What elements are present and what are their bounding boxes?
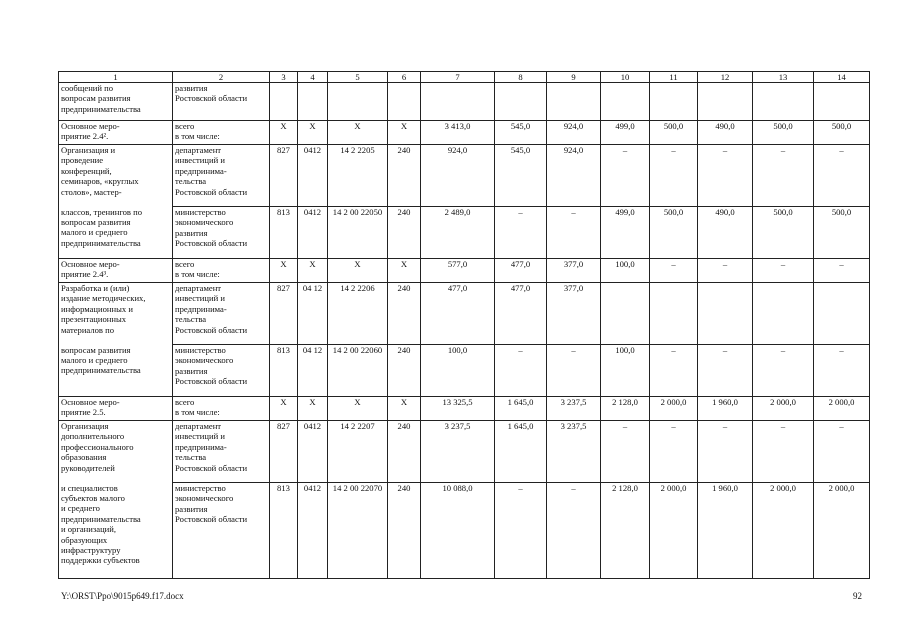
value-cell: – <box>814 259 870 283</box>
table-row <box>59 421 870 483</box>
activity-description-cell: вопросам развития малого и среднего предпринимательства <box>59 345 173 397</box>
value-cell: 14 2 00 22070 <box>328 483 388 579</box>
value-cell: 377,0 <box>547 259 601 283</box>
value-cell: 500,0 <box>753 207 814 259</box>
value-cell: – <box>547 483 601 579</box>
activity-description-cell: и специалистов субъектов малого и среднего предпринимательства и организаций, образующих инфраструктуру поддержки субъектов <box>59 483 173 579</box>
value-cell: 2 128,0 <box>601 397 650 421</box>
table-row <box>59 283 870 345</box>
executor-cell: всего в том числе: <box>173 397 270 421</box>
value-cell: 2 000,0 <box>650 397 698 421</box>
page-number: 92 <box>853 591 862 601</box>
executor-cell: министерство экономического развития Ростовской области <box>173 207 270 259</box>
executor-cell: министерство экономического развития Ростовской области <box>173 483 270 579</box>
value-cell: – <box>650 259 698 283</box>
value-cell: 14 2 00 22050 <box>328 207 388 259</box>
value-cell: 14 2 2205 <box>328 145 388 207</box>
value-cell: – <box>495 483 547 579</box>
value-cell: Х <box>298 121 328 145</box>
value-cell <box>698 283 753 345</box>
value-cell: 2 000,0 <box>650 483 698 579</box>
col-header: 2 <box>173 72 270 83</box>
value-cell: 490,0 <box>698 121 753 145</box>
value-cell: 813 <box>270 483 298 579</box>
value-cell: – <box>698 345 753 397</box>
table-row <box>59 83 870 121</box>
value-cell: 100,0 <box>421 345 495 397</box>
value-cell: 100,0 <box>601 345 650 397</box>
value-cell: 827 <box>270 145 298 207</box>
col-header: 9 <box>547 72 601 83</box>
value-cell: Х <box>298 259 328 283</box>
value-cell: – <box>601 421 650 483</box>
activity-title-cell: Основное меро- приятие 2.5. <box>59 397 173 421</box>
value-cell <box>753 283 814 345</box>
value-cell: – <box>650 345 698 397</box>
value-cell: – <box>698 421 753 483</box>
value-cell: 3 237,5 <box>547 397 601 421</box>
activity-title-cell: Основное меро- приятие 2.4². <box>59 121 173 145</box>
value-cell: 2 128,0 <box>601 483 650 579</box>
value-cell: – <box>753 259 814 283</box>
executor-cell: всего в том числе: <box>173 259 270 283</box>
value-cell: – <box>601 145 650 207</box>
col-header: 4 <box>298 72 328 83</box>
value-cell: Х <box>388 397 421 421</box>
value-cell: 577,0 <box>421 259 495 283</box>
col-header: 6 <box>388 72 421 83</box>
value-cell: 13 325,5 <box>421 397 495 421</box>
value-cell: 545,0 <box>495 145 547 207</box>
document-file-path: Y:\ORST\Ppo\9015p649.f17.docx <box>61 591 184 601</box>
col-header: 3 <box>270 72 298 83</box>
value-cell: Х <box>270 121 298 145</box>
value-cell: Х <box>270 397 298 421</box>
value-cell: 500,0 <box>814 121 870 145</box>
col-header: 8 <box>495 72 547 83</box>
activity-title-cell: Основное меро- приятие 2.4³. <box>59 259 173 283</box>
value-cell: 240 <box>388 283 421 345</box>
activity-description-cell: Организация и проведение конференций, семинаров, «круглых столов», мастер- <box>59 145 173 207</box>
value-cell: 477,0 <box>495 259 547 283</box>
value-cell: 477,0 <box>421 283 495 345</box>
value-cell: – <box>814 421 870 483</box>
value-cell: 2 000,0 <box>814 397 870 421</box>
value-cell: 827 <box>270 283 298 345</box>
value-cell: 813 <box>270 345 298 397</box>
value-cell: 500,0 <box>650 121 698 145</box>
executor-cell: министерство экономического развития Ростовской области <box>173 345 270 397</box>
value-cell: – <box>814 345 870 397</box>
value-cell: – <box>814 145 870 207</box>
value-cell: 499,0 <box>601 207 650 259</box>
executor-cell: департамент инвестиций и предпринима- тельства Ростовской области <box>173 145 270 207</box>
activity-description-cell: Разработка и (или) издание методических, информационных и презентационных материалов по <box>59 283 173 345</box>
value-cell: – <box>547 207 601 259</box>
col-header: 10 <box>601 72 650 83</box>
value-cell: 0412 <box>298 145 328 207</box>
value-cell: 2 000,0 <box>753 483 814 579</box>
value-cell: 3 237,5 <box>547 421 601 483</box>
value-cell: 477,0 <box>495 283 547 345</box>
value-cell: 240 <box>388 207 421 259</box>
value-cell: 240 <box>388 145 421 207</box>
value-cell: 0412 <box>298 207 328 259</box>
value-cell: 04 12 <box>298 345 328 397</box>
value-cell: 545,0 <box>495 121 547 145</box>
col-header: 1 <box>59 72 173 83</box>
value-cell: Х <box>328 121 388 145</box>
value-cell: 10 088,0 <box>421 483 495 579</box>
value-cell: 827 <box>270 421 298 483</box>
activity-description-cell: классов, тренингов по вопросам развития малого и среднего предпринимательства <box>59 207 173 259</box>
value-cell: 1 960,0 <box>698 483 753 579</box>
value-cell: Х <box>328 259 388 283</box>
value-cell: Х <box>298 397 328 421</box>
col-header: 5 <box>328 72 388 83</box>
budget-table <box>58 71 870 579</box>
value-cell: – <box>753 345 814 397</box>
value-cell: Х <box>388 259 421 283</box>
value-cell: 240 <box>388 483 421 579</box>
col-header: 12 <box>698 72 753 83</box>
table-row <box>59 207 870 259</box>
value-cell: 14 2 00 22060 <box>328 345 388 397</box>
value-cell: 04 12 <box>298 283 328 345</box>
value-cell: – <box>753 421 814 483</box>
table-row <box>59 345 870 397</box>
value-cell: 813 <box>270 207 298 259</box>
value-cell: Х <box>328 397 388 421</box>
value-cell: 2 000,0 <box>814 483 870 579</box>
value-cell: – <box>495 345 547 397</box>
table-row <box>59 259 870 283</box>
executor-cell: всего в том числе: <box>173 121 270 145</box>
value-cell: 500,0 <box>753 121 814 145</box>
value-cell: 100,0 <box>601 259 650 283</box>
value-cell: 500,0 <box>814 207 870 259</box>
value-cell: 499,0 <box>601 121 650 145</box>
value-cell: 1 645,0 <box>495 421 547 483</box>
table-row <box>59 483 870 579</box>
value-cell: 3 413,0 <box>421 121 495 145</box>
value-cell: 240 <box>388 421 421 483</box>
value-cell: 2 000,0 <box>753 397 814 421</box>
value-cell: 0412 <box>298 483 328 579</box>
value-cell: 924,0 <box>547 145 601 207</box>
col-header: 11 <box>650 72 698 83</box>
value-cell: 500,0 <box>650 207 698 259</box>
executor-cell: департамент инвестиций и предпринима- тельства Ростовской области <box>173 421 270 483</box>
header-row <box>59 72 870 83</box>
value-cell: Х <box>388 121 421 145</box>
table-row <box>59 397 870 421</box>
executor-cell: департамент инвестиций и предпринима- тельства Ростовской области <box>173 283 270 345</box>
value-cell <box>601 283 650 345</box>
col-header: 7 <box>421 72 495 83</box>
value-cell: – <box>698 145 753 207</box>
value-cell: 377,0 <box>547 283 601 345</box>
value-cell: 14 2 2207 <box>328 421 388 483</box>
value-cell: Х <box>270 259 298 283</box>
value-cell: 2 489,0 <box>421 207 495 259</box>
value-cell: 924,0 <box>547 121 601 145</box>
value-cell: – <box>495 207 547 259</box>
executor-cell: развития Ростовской области <box>173 83 270 121</box>
value-cell <box>650 283 698 345</box>
value-cell: 490,0 <box>698 207 753 259</box>
value-cell: 924,0 <box>421 145 495 207</box>
row-title-cell: сообщений по вопросам развития предпринимательства <box>59 83 173 121</box>
value-cell: 1 960,0 <box>698 397 753 421</box>
activity-description-cell: Организация дополнительного профессионального образования руководителей <box>59 421 173 483</box>
value-cell <box>814 283 870 345</box>
value-cell: 14 2 2206 <box>328 283 388 345</box>
value-cell: – <box>547 345 601 397</box>
value-cell: – <box>753 145 814 207</box>
table-row <box>59 121 870 145</box>
col-header: 14 <box>814 72 870 83</box>
col-header: 13 <box>753 72 814 83</box>
value-cell: 240 <box>388 345 421 397</box>
value-cell: 1 645,0 <box>495 397 547 421</box>
value-cell: – <box>698 259 753 283</box>
value-cell: – <box>650 145 698 207</box>
value-cell: – <box>650 421 698 483</box>
value-cell: 3 237,5 <box>421 421 495 483</box>
value-cell: 0412 <box>298 421 328 483</box>
table-row <box>59 145 870 207</box>
